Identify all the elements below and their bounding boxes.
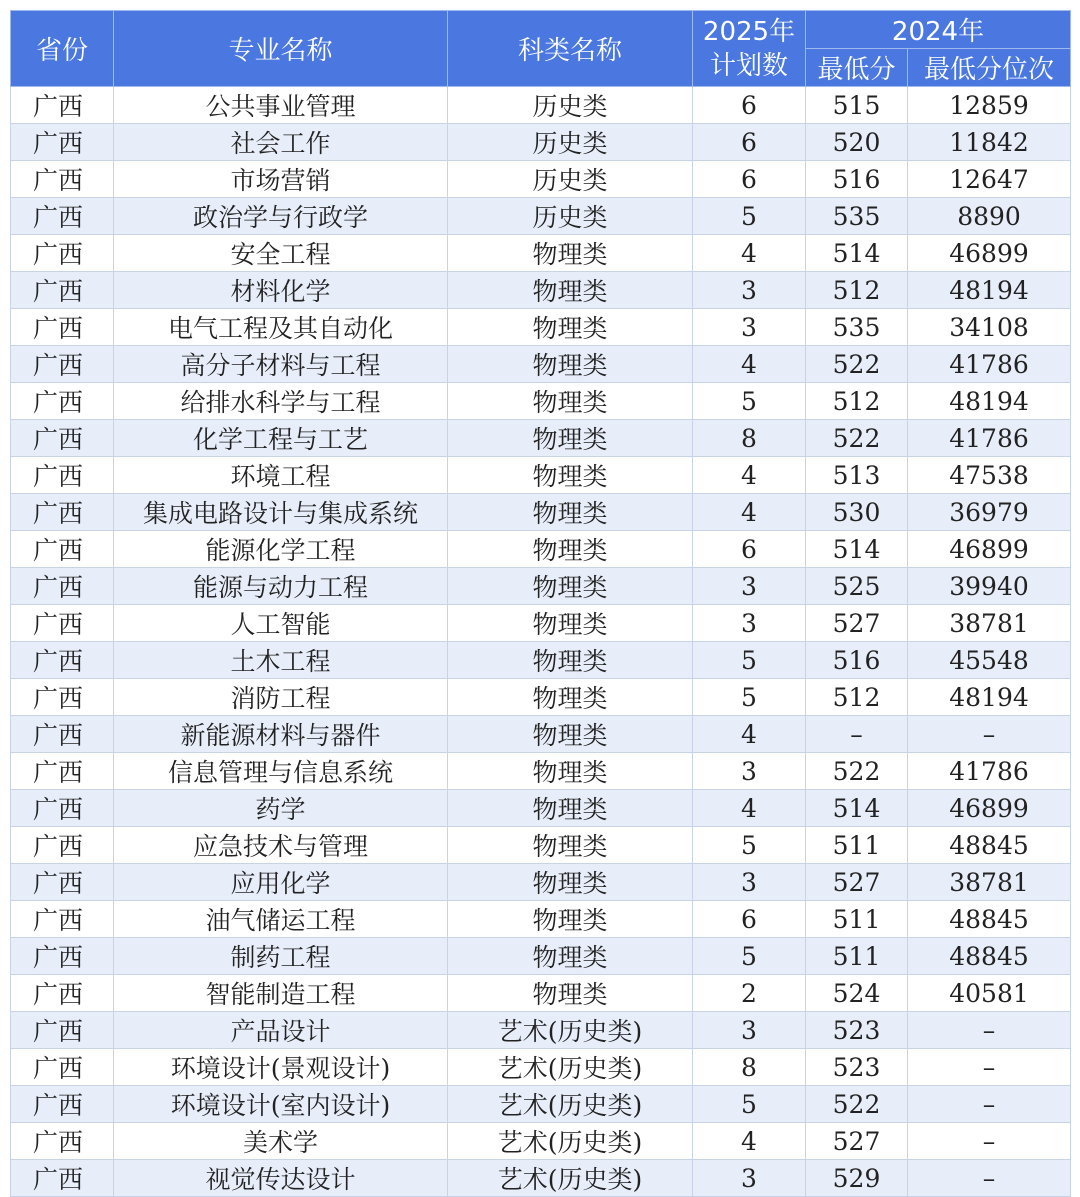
table-row	[11, 753, 1071, 790]
cell-major: 消防工程	[114, 679, 448, 716]
table-row	[11, 790, 1071, 827]
table-row	[11, 235, 1071, 272]
cell-major: 环境设计(室内设计)	[114, 1086, 448, 1123]
cell-category: 物理类	[448, 383, 693, 420]
cell-min-rank: 48194	[908, 383, 1071, 420]
cell-plan: 4	[693, 457, 806, 494]
cell-min-score: 523	[806, 1049, 908, 1086]
cell-min-rank: –	[908, 1012, 1071, 1049]
cell-province: 广西	[11, 753, 114, 790]
cell-province: 广西	[11, 568, 114, 605]
cell-min-score: 527	[806, 864, 908, 901]
header-category: 科类名称	[448, 11, 693, 87]
cell-category: 物理类	[448, 901, 693, 938]
cell-plan: 5	[693, 1086, 806, 1123]
cell-min-score: 514	[806, 531, 908, 568]
cell-min-score: 535	[806, 309, 908, 346]
cell-min-rank: 34108	[908, 309, 1071, 346]
table-row	[11, 605, 1071, 642]
cell-province: 广西	[11, 679, 114, 716]
cell-category: 物理类	[448, 790, 693, 827]
cell-category: 物理类	[448, 420, 693, 457]
cell-min-score: 516	[806, 161, 908, 198]
table-header	[11, 11, 1071, 87]
cell-min-score: 512	[806, 272, 908, 309]
cell-min-rank: –	[908, 716, 1071, 753]
cell-plan: 3	[693, 605, 806, 642]
cell-min-score: 527	[806, 1123, 908, 1160]
header-major: 专业名称	[114, 11, 448, 87]
cell-category: 物理类	[448, 457, 693, 494]
cell-min-score: 514	[806, 235, 908, 272]
cell-category: 物理类	[448, 531, 693, 568]
cell-min-rank: –	[908, 1049, 1071, 1086]
cell-province: 广西	[11, 309, 114, 346]
cell-province: 广西	[11, 420, 114, 457]
cell-min-rank: 48845	[908, 901, 1071, 938]
cell-min-rank: 11842	[908, 124, 1071, 161]
cell-plan: 5	[693, 827, 806, 864]
cell-min-rank: 48845	[908, 827, 1071, 864]
cell-min-rank: 12647	[908, 161, 1071, 198]
cell-plan: 5	[693, 679, 806, 716]
cell-province: 广西	[11, 87, 114, 124]
cell-min-score: 522	[806, 753, 908, 790]
cell-province: 广西	[11, 1123, 114, 1160]
cell-min-rank: 48845	[908, 938, 1071, 975]
cell-category: 历史类	[448, 124, 693, 161]
cell-category: 物理类	[448, 642, 693, 679]
cell-min-score: 527	[806, 605, 908, 642]
cell-min-rank: 40581	[908, 975, 1071, 1012]
cell-min-rank: 12859	[908, 87, 1071, 124]
cell-major: 智能制造工程	[114, 975, 448, 1012]
table-row	[11, 494, 1071, 531]
cell-major: 产品设计	[114, 1012, 448, 1049]
cell-major: 应用化学	[114, 864, 448, 901]
cell-province: 广西	[11, 642, 114, 679]
table-row	[11, 679, 1071, 716]
cell-major: 材料化学	[114, 272, 448, 309]
cell-province: 广西	[11, 494, 114, 531]
table-row	[11, 1049, 1071, 1086]
cell-category: 历史类	[448, 161, 693, 198]
cell-min-score: 524	[806, 975, 908, 1012]
cell-category: 物理类	[448, 568, 693, 605]
cell-plan: 4	[693, 235, 806, 272]
header-plan-2025	[693, 11, 806, 87]
cell-province: 广西	[11, 198, 114, 235]
cell-plan: 5	[693, 383, 806, 420]
cell-province: 广西	[11, 124, 114, 161]
cell-plan: 4	[693, 790, 806, 827]
cell-min-rank: 47538	[908, 457, 1071, 494]
cell-min-rank: 41786	[908, 346, 1071, 383]
table-row	[11, 346, 1071, 383]
cell-min-rank: 8890	[908, 198, 1071, 235]
cell-plan: 3	[693, 864, 806, 901]
cell-plan: 8	[693, 420, 806, 457]
cell-min-rank: 36979	[908, 494, 1071, 531]
cell-major: 制药工程	[114, 938, 448, 975]
header-province: 省份	[11, 11, 114, 87]
cell-min-score: 516	[806, 642, 908, 679]
cell-category: 艺术(历史类)	[448, 1012, 693, 1049]
cell-major: 政治学与行政学	[114, 198, 448, 235]
cell-province: 广西	[11, 346, 114, 383]
header-min-rank: 最低分位次	[908, 49, 1071, 87]
table-row	[11, 1123, 1071, 1160]
cell-major: 环境设计(景观设计)	[114, 1049, 448, 1086]
cell-min-score: 529	[806, 1160, 908, 1197]
cell-plan: 6	[693, 124, 806, 161]
cell-province: 广西	[11, 864, 114, 901]
cell-category: 物理类	[448, 753, 693, 790]
table-row	[11, 975, 1071, 1012]
cell-plan: 3	[693, 272, 806, 309]
cell-min-rank: 45548	[908, 642, 1071, 679]
cell-min-rank: 41786	[908, 420, 1071, 457]
cell-category: 艺术(历史类)	[448, 1049, 693, 1086]
cell-major: 化学工程与工艺	[114, 420, 448, 457]
cell-plan: 3	[693, 1160, 806, 1197]
table-body	[11, 87, 1071, 1197]
cell-category: 物理类	[448, 494, 693, 531]
cell-plan: 6	[693, 531, 806, 568]
cell-min-score: 513	[806, 457, 908, 494]
cell-province: 广西	[11, 161, 114, 198]
cell-min-score: 514	[806, 790, 908, 827]
cell-plan: 3	[693, 568, 806, 605]
cell-min-score: 530	[806, 494, 908, 531]
table-row	[11, 383, 1071, 420]
cell-min-rank: 48194	[908, 272, 1071, 309]
table-row	[11, 827, 1071, 864]
cell-plan: 5	[693, 198, 806, 235]
cell-province: 广西	[11, 457, 114, 494]
cell-min-rank: 48194	[908, 679, 1071, 716]
cell-major: 能源化学工程	[114, 531, 448, 568]
cell-plan: 4	[693, 1123, 806, 1160]
cell-major: 电气工程及其自动化	[114, 309, 448, 346]
header-plan-label: 计划数	[709, 50, 788, 81]
cell-major: 环境工程	[114, 457, 448, 494]
cell-category: 物理类	[448, 605, 693, 642]
cell-plan: 3	[693, 1012, 806, 1049]
cell-plan: 8	[693, 1049, 806, 1086]
cell-min-score: 520	[806, 124, 908, 161]
table-row	[11, 864, 1071, 901]
cell-province: 广西	[11, 790, 114, 827]
cell-min-rank: 41786	[908, 753, 1071, 790]
cell-major: 视觉传达设计	[114, 1160, 448, 1197]
table-row	[11, 198, 1071, 235]
cell-major: 油气储运工程	[114, 901, 448, 938]
cell-major: 应急技术与管理	[114, 827, 448, 864]
cell-province: 广西	[11, 975, 114, 1012]
header-year-2024: 2024年	[806, 11, 1071, 49]
cell-province: 广西	[11, 1160, 114, 1197]
cell-min-score: 522	[806, 420, 908, 457]
table-row	[11, 568, 1071, 605]
table-row	[11, 272, 1071, 309]
cell-major: 美术学	[114, 1123, 448, 1160]
admission-table-container	[10, 10, 1070, 1197]
cell-plan: 5	[693, 938, 806, 975]
cell-major: 信息管理与信息系统	[114, 753, 448, 790]
cell-major: 新能源材料与器件	[114, 716, 448, 753]
cell-province: 广西	[11, 383, 114, 420]
cell-major: 社会工作	[114, 124, 448, 161]
cell-province: 广西	[11, 235, 114, 272]
cell-category: 物理类	[448, 827, 693, 864]
cell-major: 安全工程	[114, 235, 448, 272]
table-row	[11, 1086, 1071, 1123]
cell-major: 市场营销	[114, 161, 448, 198]
cell-plan: 4	[693, 494, 806, 531]
cell-province: 广西	[11, 1086, 114, 1123]
cell-major: 集成电路设计与集成系统	[114, 494, 448, 531]
cell-min-rank: 38781	[908, 864, 1071, 901]
cell-province: 广西	[11, 938, 114, 975]
cell-category: 物理类	[448, 716, 693, 753]
cell-province: 广西	[11, 1049, 114, 1086]
cell-category: 艺术(历史类)	[448, 1160, 693, 1197]
table-row	[11, 87, 1071, 124]
cell-major: 药学	[114, 790, 448, 827]
cell-category: 物理类	[448, 679, 693, 716]
header-plan-year: 2025年	[702, 16, 796, 47]
cell-min-rank: –	[908, 1160, 1071, 1197]
cell-min-score: 511	[806, 901, 908, 938]
table-row	[11, 901, 1071, 938]
cell-province: 广西	[11, 716, 114, 753]
cell-province: 广西	[11, 827, 114, 864]
cell-plan: 6	[693, 901, 806, 938]
cell-plan: 6	[693, 161, 806, 198]
cell-category: 物理类	[448, 864, 693, 901]
cell-category: 物理类	[448, 938, 693, 975]
cell-plan: 6	[693, 87, 806, 124]
table-row	[11, 124, 1071, 161]
cell-category: 物理类	[448, 346, 693, 383]
header-min-score: 最低分	[806, 49, 908, 87]
cell-category: 历史类	[448, 87, 693, 124]
table-row	[11, 1012, 1071, 1049]
cell-min-score: 511	[806, 827, 908, 864]
table-row	[11, 420, 1071, 457]
cell-province: 广西	[11, 901, 114, 938]
cell-category: 物理类	[448, 309, 693, 346]
cell-min-rank: –	[908, 1123, 1071, 1160]
cell-plan: 5	[693, 642, 806, 679]
cell-category: 物理类	[448, 975, 693, 1012]
table-row	[11, 531, 1071, 568]
cell-min-score: 522	[806, 1086, 908, 1123]
cell-min-rank: 39940	[908, 568, 1071, 605]
cell-province: 广西	[11, 1012, 114, 1049]
cell-min-score: 523	[806, 1012, 908, 1049]
cell-min-score: 525	[806, 568, 908, 605]
cell-plan: 4	[693, 346, 806, 383]
cell-min-rank: –	[908, 1086, 1071, 1123]
cell-province: 广西	[11, 605, 114, 642]
cell-min-rank: 46899	[908, 531, 1071, 568]
cell-major: 高分子材料与工程	[114, 346, 448, 383]
table-row	[11, 938, 1071, 975]
table-row	[11, 1160, 1071, 1197]
cell-min-score: 512	[806, 679, 908, 716]
cell-plan: 3	[693, 309, 806, 346]
cell-major: 给排水科学与工程	[114, 383, 448, 420]
cell-major: 公共事业管理	[114, 87, 448, 124]
table-row	[11, 457, 1071, 494]
table-row	[11, 716, 1071, 753]
cell-plan: 4	[693, 716, 806, 753]
cell-category: 物理类	[448, 235, 693, 272]
cell-min-score: 522	[806, 346, 908, 383]
cell-major: 人工智能	[114, 605, 448, 642]
cell-min-rank: 46899	[908, 790, 1071, 827]
cell-category: 历史类	[448, 198, 693, 235]
cell-min-score: –	[806, 716, 908, 753]
cell-province: 广西	[11, 531, 114, 568]
admission-table	[10, 10, 1071, 1197]
cell-min-rank: 38781	[908, 605, 1071, 642]
cell-min-score: 512	[806, 383, 908, 420]
table-row	[11, 309, 1071, 346]
cell-major: 土木工程	[114, 642, 448, 679]
cell-category: 艺术(历史类)	[448, 1123, 693, 1160]
cell-min-score: 515	[806, 87, 908, 124]
cell-min-score: 535	[806, 198, 908, 235]
table-row	[11, 161, 1071, 198]
cell-plan: 3	[693, 753, 806, 790]
cell-plan: 2	[693, 975, 806, 1012]
cell-province: 广西	[11, 272, 114, 309]
cell-major: 能源与动力工程	[114, 568, 448, 605]
cell-category: 物理类	[448, 272, 693, 309]
cell-min-score: 511	[806, 938, 908, 975]
cell-category: 艺术(历史类)	[448, 1086, 693, 1123]
cell-min-rank: 46899	[908, 235, 1071, 272]
table-row	[11, 642, 1071, 679]
